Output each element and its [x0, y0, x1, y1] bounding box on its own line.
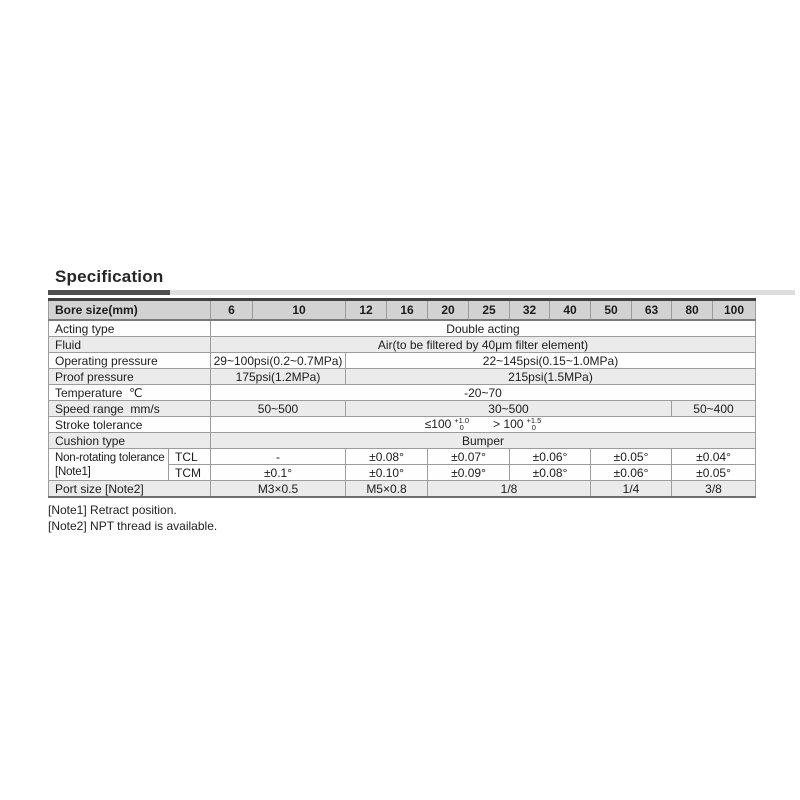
heading-underline-light	[170, 290, 795, 295]
port-size-value-cell: 3/8	[672, 481, 756, 498]
cushion-type-label: Cushion type	[49, 433, 211, 449]
tcl-value-cell: ±0.06°	[510, 449, 591, 465]
temperature-value: -20~70	[211, 385, 756, 401]
non-rotating-label	[49, 449, 169, 481]
operating-pressure-large-bore: 22~145psi(0.15~1.0MPa)	[346, 353, 756, 369]
tcm-value-cell: ±0.10°	[346, 465, 428, 481]
bore-size-col: 6	[211, 300, 253, 321]
tcm-value-cell: ±0.05°	[672, 465, 756, 481]
specification-section	[48, 267, 795, 534]
bore-size-col: 80	[672, 300, 713, 321]
tcl-value-cell: ±0.08°	[346, 449, 428, 465]
speed-range-label: Speed range mm/s	[49, 401, 211, 417]
bore-size-col: 40	[550, 300, 591, 321]
tcl-value-cell: -	[211, 449, 346, 465]
stroke-le-sup: +1.0	[454, 416, 470, 425]
footnote-1: [Note1] Retract position.	[48, 503, 177, 517]
bore-size-col: 12	[346, 300, 387, 321]
port-size-value-cell: M3×0.5	[211, 481, 346, 498]
bore-size-col: 63	[632, 300, 672, 321]
stroke-tolerance-row	[49, 417, 756, 433]
non-rotating-label-line1: Non-rotating tolerance	[55, 451, 165, 464]
bore-size-col: 25	[469, 300, 510, 321]
port-size-row	[49, 481, 756, 498]
tcm-value-cell: ±0.08°	[510, 465, 591, 481]
bore-size-col: 32	[510, 300, 550, 321]
stroke-le-sub: 0	[459, 422, 464, 432]
bore-size-col: 16	[387, 300, 428, 321]
tcm-value-cell: ±0.09°	[428, 465, 510, 481]
heading-underline-dark	[48, 290, 170, 295]
fluid-value: Air(to be filtered by 40μm filter element)	[211, 337, 756, 353]
tcl-value-cell: ±0.04°	[672, 449, 756, 465]
acting-type-label: Acting type	[49, 320, 211, 337]
acting-type-value: Double acting	[211, 320, 756, 337]
tcl-label: TCL	[169, 449, 211, 465]
proof-pressure-row	[49, 369, 756, 385]
temperature-row	[49, 385, 756, 401]
tcl-value-cell: ±0.05°	[591, 449, 672, 465]
tcm-label: TCM	[169, 465, 211, 481]
operating-pressure-small-bore: 29~100psi(0.2~0.7MPa)	[211, 353, 346, 369]
temperature-label: Temperature ℃	[49, 385, 211, 401]
specification-table	[48, 298, 756, 498]
fluid-label: Fluid	[49, 337, 211, 353]
stroke-tolerance-label: Stroke tolerance	[49, 417, 211, 433]
stroke-gt-sup: +1.5	[526, 416, 542, 425]
cushion-type-value: Bumper	[211, 433, 756, 449]
operating-pressure-row	[49, 353, 756, 369]
proof-pressure-large-bore: 215psi(1.5MPa)	[346, 369, 756, 385]
cushion-type-row	[49, 433, 756, 449]
stroke-le-text: ≤100	[424, 417, 452, 432]
section-title: Specification	[55, 267, 164, 286]
port-size-value-cell: 1/4	[591, 481, 672, 498]
footnote-2: [Note2] NPT thread is available.	[48, 519, 218, 533]
tcm-value-cell: ±0.1°	[211, 465, 346, 481]
stroke-gt-sub: 0	[531, 422, 536, 432]
bore-size-col: 10	[253, 300, 346, 321]
bore-size-col: 100	[713, 300, 756, 321]
operating-pressure-label: Operating pressure	[49, 353, 211, 369]
proof-pressure-small-bore: 175psi(1.2MPa)	[211, 369, 346, 385]
tcl-value-cell: ±0.07°	[428, 449, 510, 465]
speed-range-mid-bore: 30~500	[346, 401, 672, 417]
non-rotating-tcl-row	[49, 449, 756, 465]
stroke-le-tolerance	[454, 417, 469, 431]
bore-size-header-row	[49, 300, 756, 321]
fluid-row	[49, 337, 756, 353]
bore-size-col: 20	[428, 300, 469, 321]
port-size-label: Port size [Note2]	[49, 481, 211, 498]
acting-type-row	[49, 320, 756, 337]
port-size-value-cell: 1/8	[428, 481, 591, 498]
heading-underline	[48, 290, 795, 295]
speed-range-large-bore: 50~400	[672, 401, 756, 417]
bore-size-col: 50	[591, 300, 632, 321]
proof-pressure-label: Proof pressure	[49, 369, 211, 385]
tcm-value-cell: ±0.06°	[591, 465, 672, 481]
non-rotating-label-line2: [Note1]	[55, 465, 91, 478]
port-size-value-cell: M5×0.8	[346, 481, 428, 498]
stroke-gt-text: > 100	[493, 417, 524, 432]
stroke-tolerance-value	[211, 417, 756, 433]
speed-range-row	[49, 401, 756, 417]
footnotes	[48, 502, 795, 534]
bore-size-header-label: Bore size(mm)	[49, 300, 211, 321]
stroke-gt-tolerance	[526, 417, 541, 431]
speed-range-small-bore: 50~500	[211, 401, 346, 417]
